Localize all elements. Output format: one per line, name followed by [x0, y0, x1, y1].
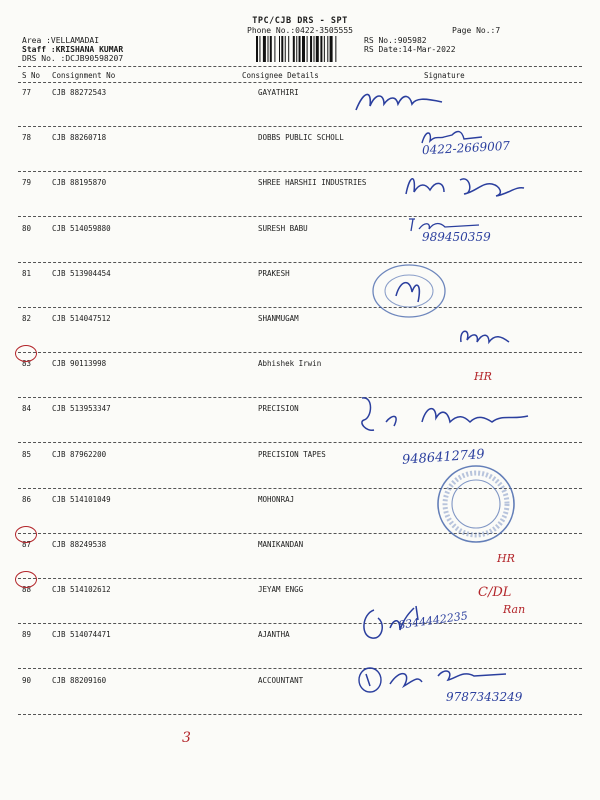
row-sno: 82	[22, 314, 32, 323]
row-consignment-no: CJB 514102612	[52, 585, 111, 595]
row-consignment-no: CJB 90113998	[52, 359, 107, 369]
handwritten-phone-78: 0422-2669007	[421, 138, 511, 158]
company-stamp-81	[370, 262, 448, 320]
row-consignee: GAYATHIRI	[258, 88, 299, 97]
row-sno: 89	[22, 630, 32, 640]
area-label: Area :VELLAMADAI	[22, 36, 100, 45]
row-sno: 85	[22, 449, 32, 459]
row-sno: 80	[22, 223, 32, 233]
row-consignment-no: CJB 88260718	[52, 133, 107, 143]
row-divider	[18, 578, 582, 579]
row-divider	[18, 397, 582, 398]
handwritten-phone-90: 9787343249	[446, 690, 523, 704]
handwritten-mark-88: HR	[497, 552, 515, 565]
col-consignee: Consignee Details	[242, 71, 319, 80]
signature-78	[418, 125, 488, 150]
handwritten-phone-89: 8344442235	[397, 609, 469, 632]
barcode	[256, 36, 360, 62]
rs-number: RS No.:905982	[364, 36, 427, 45]
row-consignment-no: CJB 514047512	[52, 314, 111, 323]
row-consignee: SURESH BABU	[258, 223, 308, 233]
row-consignment-no: CJB 88249538	[52, 540, 107, 549]
row-consignment-no: CJB 88272543	[52, 88, 107, 97]
row-sno: 84	[22, 404, 32, 414]
row-divider	[18, 668, 582, 669]
staff-label: Staff :KRISHANA KUMAR	[22, 45, 124, 54]
row-consignee: JEYAM ENGG	[258, 585, 304, 595]
row-consignee: PRAKESH	[258, 268, 290, 278]
row-consignee: DOBBS PUBLIC SCHOLL	[258, 133, 344, 143]
row-consignment-no: CJB 514074471	[52, 630, 111, 640]
drs-number: DRS No. :DCJB90598207	[22, 54, 124, 63]
row-sno: 83	[22, 359, 32, 369]
row-sno: 87	[22, 540, 32, 549]
sheet-title: TPC/CJB DRS - SPT	[252, 16, 348, 26]
branch-phone: Phone No.:0422-3505555	[247, 26, 353, 35]
row-consignee: PRECISION	[258, 404, 299, 414]
row-divider	[18, 307, 582, 308]
row-consignee: MANIKANDAN	[258, 540, 304, 549]
col-signature: Signature	[424, 71, 465, 80]
handwritten-phone-85: 9486412749	[401, 447, 486, 468]
handwritten-mark-83: HR	[474, 370, 492, 383]
company-stamp-86	[428, 462, 524, 546]
row-divider	[18, 262, 582, 263]
handwritten-mark-bottom: 3	[182, 730, 191, 746]
header-rule	[18, 66, 582, 67]
column-header-rule	[18, 82, 582, 83]
signature-77	[350, 82, 450, 122]
row-sno: 90	[22, 675, 32, 685]
rs-date: RS Date:14-Mar-2022	[364, 45, 456, 54]
row-consignment-no: CJB 88209160	[52, 675, 107, 685]
row-consignee: SHREE HARSHII INDUSTRIES	[258, 178, 367, 188]
circled-sno-88	[15, 571, 37, 588]
row-divider	[18, 442, 582, 443]
circled-sno-87	[15, 526, 37, 543]
col-consignment: Consignment No	[52, 71, 116, 80]
page-number: Page No.:7	[452, 26, 501, 35]
row-consignment-no: CJB 87962200	[52, 449, 107, 459]
signature-79	[400, 170, 530, 204]
row-consignee: MOHONRAJ	[258, 494, 295, 504]
row-sno: 86	[22, 494, 32, 504]
row-divider	[18, 352, 582, 353]
row-consignment-no: CJB 514101049	[52, 494, 111, 504]
handwritten-mark-89b: Ran	[503, 603, 526, 616]
row-divider	[18, 126, 582, 127]
row-divider	[18, 714, 582, 715]
row-sno: 78	[22, 133, 32, 143]
circled-sno-83	[15, 345, 37, 362]
row-divider	[18, 171, 582, 172]
row-sno: 81	[22, 268, 32, 278]
row-consignment-no: CJB 513904454	[52, 268, 111, 278]
row-sno: 88	[22, 585, 32, 595]
row-consignment-no: CJB 513953347	[52, 404, 111, 414]
row-consignee: SHANMUGAM	[258, 314, 299, 323]
handwritten-mark-89: C/DL	[478, 585, 512, 600]
signature-80	[405, 215, 485, 235]
row-divider	[18, 623, 582, 624]
signature-90	[356, 658, 516, 698]
handwritten-phone-80: 989450359	[422, 230, 491, 244]
row-consignment-no: CJB 514059880	[52, 223, 111, 233]
row-consignee: ACCOUNTANT	[258, 675, 304, 685]
row-consignee: Abhishek Irwin	[258, 359, 322, 369]
signature-89	[356, 600, 436, 650]
signature-82	[455, 322, 515, 350]
row-sno: 79	[22, 178, 32, 188]
row-consignee: PRECISION TAPES	[258, 449, 326, 459]
row-divider	[18, 216, 582, 217]
row-consignee: AJANTHA	[258, 630, 290, 640]
row-sno: 77	[22, 88, 32, 97]
col-sno: S No	[22, 71, 41, 80]
row-consignment-no: CJB 88195870	[52, 178, 107, 188]
